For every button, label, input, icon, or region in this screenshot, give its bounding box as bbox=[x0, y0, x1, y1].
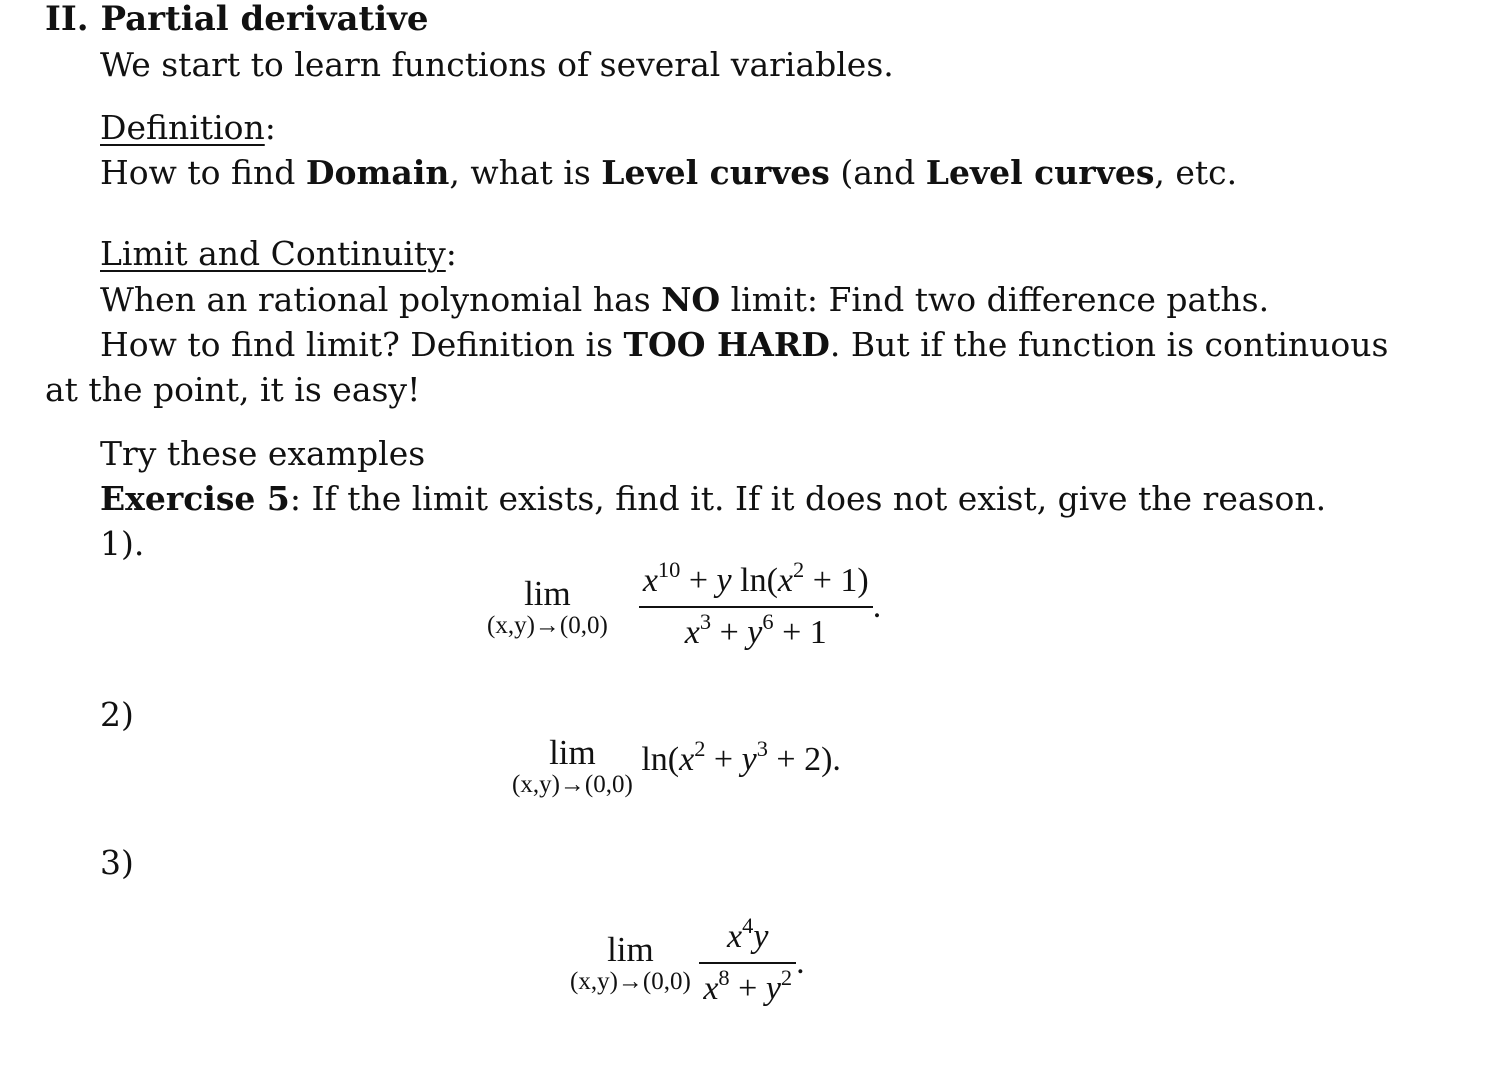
example-2-formula bbox=[512, 735, 841, 797]
section-title: II. Partial derivative bbox=[45, 0, 429, 39]
definition-heading: Definition bbox=[100, 108, 265, 147]
definition-colon: : bbox=[264, 108, 276, 147]
example-3-fraction bbox=[699, 913, 796, 1008]
definition-bold-domain: Domain bbox=[305, 153, 450, 192]
limit-line-1-bold: NO bbox=[661, 280, 721, 319]
limit-heading: Limit and Continuity bbox=[100, 234, 446, 273]
example-3-lim-subscript: (x,y)→(0,0) bbox=[570, 967, 691, 995]
example-1-period: . bbox=[872, 588, 882, 625]
example-2-expression: $\ln(x^2 + y^3 + 2)$. bbox=[641, 736, 841, 778]
example-3-denominator: $x^8 + y^2$ bbox=[703, 965, 793, 1007]
example-1-formula bbox=[487, 557, 882, 652]
limit-line-3: at the point, it is easy! bbox=[45, 370, 421, 409]
limit-colon: : bbox=[445, 234, 457, 273]
limit-line-1-text-2: limit: Find two difference paths. bbox=[720, 280, 1270, 319]
definition-text-2: , what is bbox=[449, 153, 602, 192]
example-1-numerator: $x^{10} + y$ $\ln(x^2 + 1)$ bbox=[642, 557, 869, 599]
definition-line bbox=[100, 153, 1238, 192]
example-3-lim bbox=[570, 932, 691, 994]
example-1-lim-word: lim bbox=[524, 574, 571, 614]
exercise-line bbox=[100, 479, 1327, 518]
example-3-label: 3) bbox=[100, 843, 134, 882]
definition-heading-line bbox=[100, 108, 276, 147]
limit-heading-line bbox=[100, 234, 457, 273]
limit-line-2-bold: TOO HARD bbox=[623, 325, 830, 364]
definition-bold-level-curves: Level curves bbox=[601, 153, 830, 192]
limit-line-2-text-1: How to find limit? Definition is bbox=[100, 325, 624, 364]
example-3-period: . bbox=[796, 944, 805, 981]
limit-line-2 bbox=[100, 325, 1389, 364]
exercise-label: Exercise 5 bbox=[100, 479, 290, 518]
example-3-lim-word: lim bbox=[607, 930, 654, 970]
example-1-lim-subscript: (x,y)→(0,0) bbox=[487, 611, 608, 639]
definition-text-3: (and bbox=[829, 153, 926, 192]
example-3-numerator: $x^4y$ bbox=[727, 913, 769, 955]
limit-line-1-text-1: When an rational polynomial has bbox=[100, 280, 662, 319]
example-1-fraction bbox=[639, 557, 873, 652]
example-1-label: 1). bbox=[100, 524, 145, 563]
limit-line-2-text-2: . But if the function is continuous bbox=[829, 325, 1389, 364]
example-2-label: 2) bbox=[100, 695, 134, 734]
definition-bold-level-curves-2: Level curves bbox=[925, 153, 1155, 192]
examples-intro: Try these examples bbox=[100, 434, 426, 473]
example-2-lim-word: lim bbox=[549, 733, 596, 772]
definition-text-1: How to find bbox=[100, 153, 306, 192]
exercise-text: : If the limit exists, find it. If it does not exist, give the reason. bbox=[289, 479, 1327, 518]
intro-text: We start to learn functions of several variables. bbox=[100, 45, 894, 84]
example-1-lim bbox=[487, 576, 608, 638]
limit-line-1 bbox=[100, 280, 1270, 319]
example-1-denominator: $x^3 + y^6 + 1$ bbox=[684, 609, 827, 651]
example-2-lim bbox=[512, 735, 633, 797]
example-2-lim-subscript: (x,y)→(0,0) bbox=[512, 770, 633, 798]
example-3-formula bbox=[570, 913, 805, 1008]
definition-text-4: , etc. bbox=[1154, 153, 1238, 192]
